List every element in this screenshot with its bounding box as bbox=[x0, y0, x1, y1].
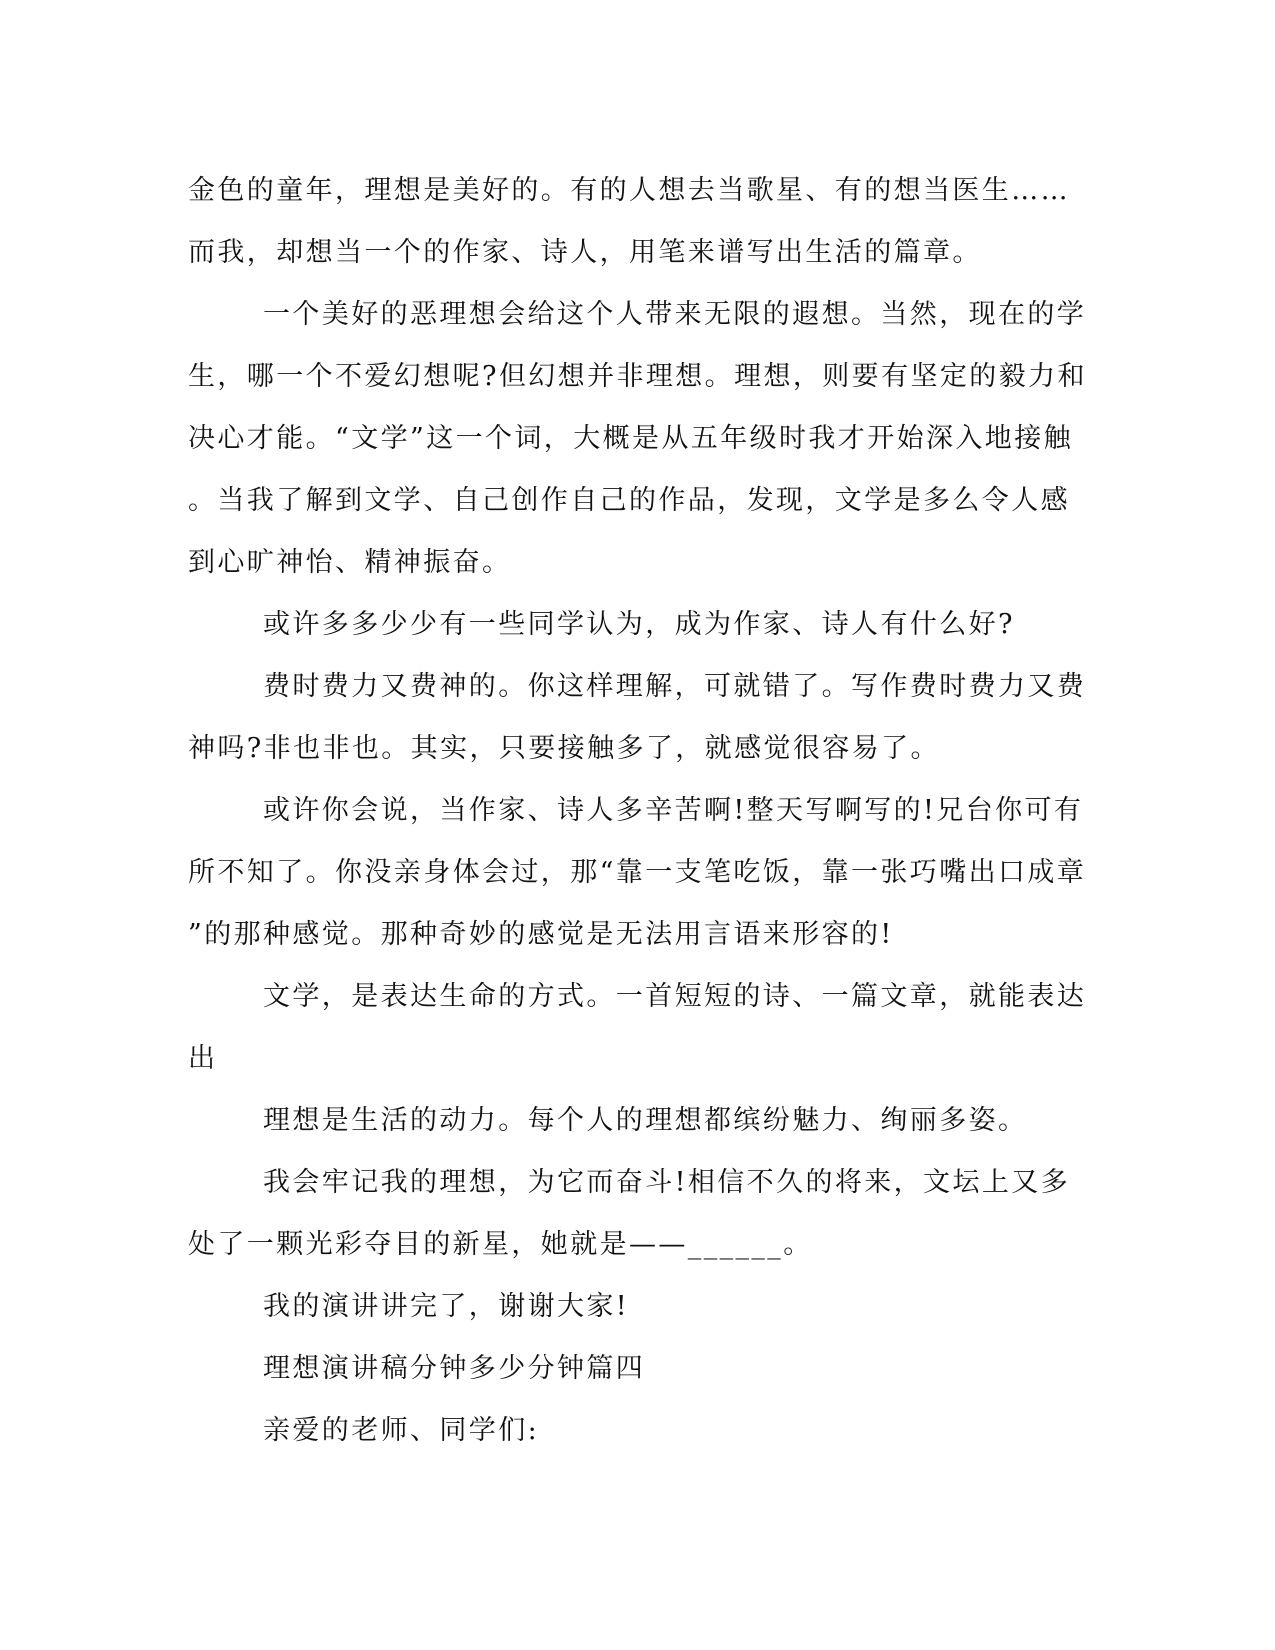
text-line: 。当我了解到文学、自己创作自己的作品，发现，文学是多么令人感 bbox=[188, 485, 1070, 516]
salutation: 亲爱的老师、同学们: bbox=[263, 1415, 540, 1446]
text-line: 理想是生活的动力。每个人的理想都缤纷魅力、绚丽多姿。 bbox=[263, 1105, 1028, 1136]
text-line: 一个美好的恶理想会给这个人带来无限的遐想。当然，现在的学 bbox=[263, 299, 1087, 330]
text-line: 处了一颗光彩夺目的新星，她就是——______。 bbox=[188, 1229, 813, 1260]
text-line: 神吗?非也非也。其实，只要接触多了，就感觉很容易了。 bbox=[188, 733, 940, 764]
text-line: 费时费力又费神的。你这样理解，可就错了。写作费时费力又费 bbox=[263, 671, 1087, 702]
text-line: 或许多多少少有一些同学认为，成为作家、诗人有什么好? bbox=[263, 609, 1015, 640]
text-line: 出 bbox=[188, 1043, 218, 1074]
text-line: 到心旷神怡、精神振奋。 bbox=[188, 547, 512, 578]
text-line: 决心才能。“文学”这一个词，大概是从五年级时我才开始深入地接触 bbox=[188, 423, 1074, 454]
text-line: 我会牢记我的理想，为它而奋斗!相信不久的将来，文坛上又多 bbox=[263, 1167, 1071, 1198]
document-body bbox=[188, 160, 1088, 1462]
text-line: ”的那种感觉。那种奇妙的感觉是无法用言语来形容的! bbox=[188, 919, 894, 950]
section-heading: 理想演讲稿分钟多少分钟篇四 bbox=[263, 1353, 646, 1384]
text-line: 我的演讲讲完了，谢谢大家! bbox=[263, 1291, 630, 1322]
text-line: 文学，是表达生命的方式。一首短短的诗、一篇文章，就能表达 bbox=[263, 981, 1087, 1012]
text-line: 而我，却想当一个的作家、诗人，用笔来谱写出生活的篇章。 bbox=[188, 237, 982, 268]
text-line: 或许你会说，当作家、诗人多辛苦啊!整天写啊写的!兄台你可有 bbox=[263, 795, 1084, 826]
text-line: 所不知了。你没亲身体会过，那“靠一支笔吃饭，靠一张巧嘴出口成章 bbox=[188, 857, 1087, 888]
text-line: 生，哪一个不爱幻想呢?但幻想并非理想。理想，则要有坚定的毅力和 bbox=[188, 361, 1087, 392]
text-line: 金色的童年，理想是美好的。有的人想去当歌星、有的想当医生…… bbox=[188, 175, 1070, 206]
